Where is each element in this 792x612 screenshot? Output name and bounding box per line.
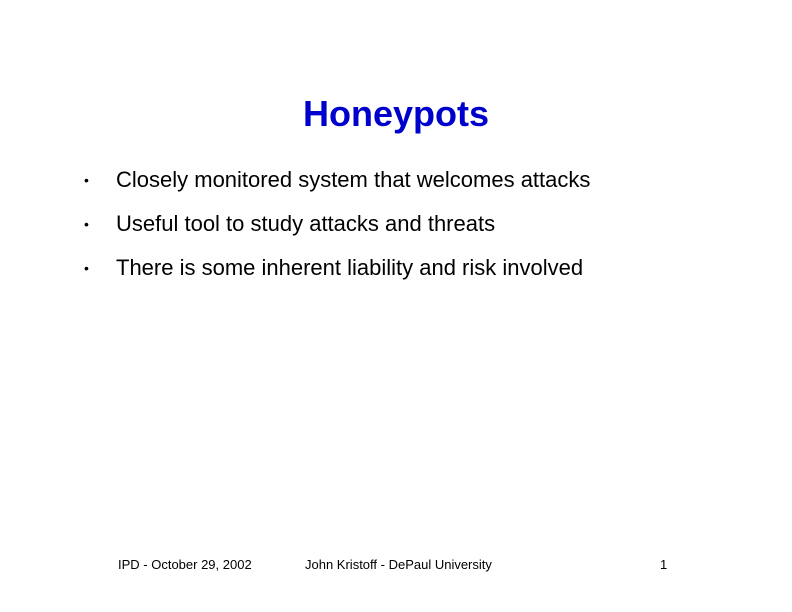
bullet-item [84, 250, 744, 294]
bullet-item [84, 162, 744, 206]
bullet-item [84, 206, 744, 250]
bullet-text: Useful tool to study attacks and threats [116, 211, 496, 236]
bullet-text: Closely monitored system that welcomes attacks [116, 167, 591, 192]
slide-title: Honeypots [302, 93, 489, 134]
page-number: 1 [660, 557, 668, 572]
footer-author: John Kristoff - DePaul University [305, 557, 492, 572]
bullet-marker: • [84, 216, 89, 232]
bullet-list [84, 162, 744, 294]
bullet-text: There is some inherent liability and risk involved [116, 255, 584, 280]
footer-date: IPD - October 29, 2002 [118, 557, 252, 572]
bullet-marker: • [84, 172, 89, 188]
bullet-marker: • [84, 260, 89, 276]
